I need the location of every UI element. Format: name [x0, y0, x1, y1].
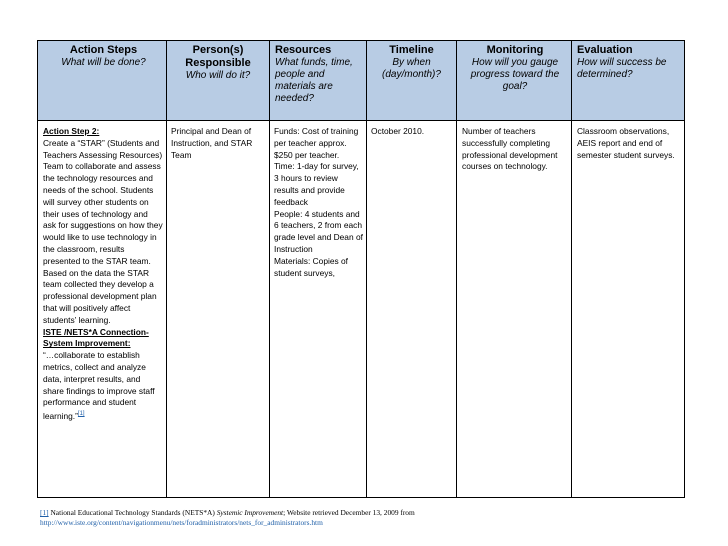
header-subtitle: How will you gauge progress toward the goal?: [470, 57, 560, 92]
footnote-reference-link[interactable]: [1]: [77, 411, 85, 418]
action-step-text: Create a “STAR” (Students and Teachers Assessing Resources) Team to collaborate and assess the technology resources and needs of the school. Students will survey other students on their uses of technology and ask for suggestions on how they would like to use technology in the classroom, results presented to the STAR team. Based on the data the STAR team collected they develop a professional development plan that will positively affect students’ learning.: [43, 137, 163, 325]
iste-connection-heading: ISTE /NETS*A Connection-System Improvement:: [43, 326, 149, 349]
header-subtitle: What will be done?: [61, 57, 146, 68]
header-subtitle: How will success be determined?: [577, 57, 667, 80]
footnote-text-italic: Systemic Improvement: [216, 508, 284, 517]
column-divider: [571, 41, 572, 497]
header-evaluation: [577, 44, 681, 81]
footnote-line: [40, 508, 700, 518]
action-step-heading: Action Step 2:: [43, 126, 100, 136]
evaluation-cell: [577, 126, 681, 161]
evaluation-text: Classroom observations, AEIS report and end of semester student surveys.: [577, 126, 675, 160]
header-timeline: [369, 44, 454, 81]
header-title: Person(s) Responsible: [185, 44, 251, 69]
header-action-steps: [46, 44, 161, 69]
header-monitoring: [462, 44, 568, 93]
responsible-text: Principal and Dean of Instruction, and STAR Team: [171, 126, 253, 160]
resources-cell: [274, 126, 364, 279]
footnote-url-link[interactable]: http://www.iste.org/content/navigationmenu/nets/foradministrators/nets_for_administrators.htm: [40, 518, 323, 527]
footnote-text-after: ; Website retrieved December 13, 2009 from: [283, 508, 415, 517]
header-persons-responsible: [172, 44, 264, 82]
column-divider: [269, 41, 270, 497]
monitoring-text: Number of teachers successfully completing professional development courses on technology.: [462, 126, 558, 172]
header-title: Resources: [275, 44, 332, 56]
resources-people: People: 4 students and 6 teachers, 2 from each grade level and Dean of Instruction: [274, 208, 363, 254]
action-step-cell: [43, 126, 163, 423]
header-title: Timeline: [389, 44, 434, 56]
column-divider: [366, 41, 367, 497]
resources-funds: Funds: Cost of training per teacher approx. $250 per teacher.: [274, 126, 359, 160]
header-subtitle: By when (day/month)?: [382, 57, 441, 80]
column-divider: [456, 41, 457, 497]
action-plan-table: [37, 40, 685, 498]
resources-materials: Materials: Copies of student surveys,: [274, 255, 349, 278]
header-subtitle: Who will do it?: [185, 70, 251, 81]
header-title: Evaluation: [577, 44, 633, 56]
header-title: Action Steps: [69, 44, 138, 56]
monitoring-cell: [462, 126, 568, 173]
responsible-cell: [171, 126, 267, 161]
timeline-text: October 2010.: [371, 126, 425, 136]
resources-time: Time: 1-day for survey, 3 hours to review results and provide feedback: [274, 161, 359, 207]
iste-quote: [43, 350, 163, 423]
footnote-text-before: National Educational Technology Standards (NETS*A): [48, 508, 217, 517]
footnote: [40, 508, 700, 528]
header-title: Monitoring: [486, 44, 544, 56]
header-subtitle: What funds, time, people and materials are needed?: [275, 57, 353, 104]
header-resources: [275, 44, 363, 105]
column-divider: [166, 41, 167, 497]
iste-quote-text: “…collaborate to establish metrics, collect and analyze data, interpret results, and share findings to improve staff performance and student learning.”: [43, 350, 155, 421]
footnote-mark-link[interactable]: [1]: [40, 508, 49, 517]
timeline-cell: [371, 126, 454, 138]
